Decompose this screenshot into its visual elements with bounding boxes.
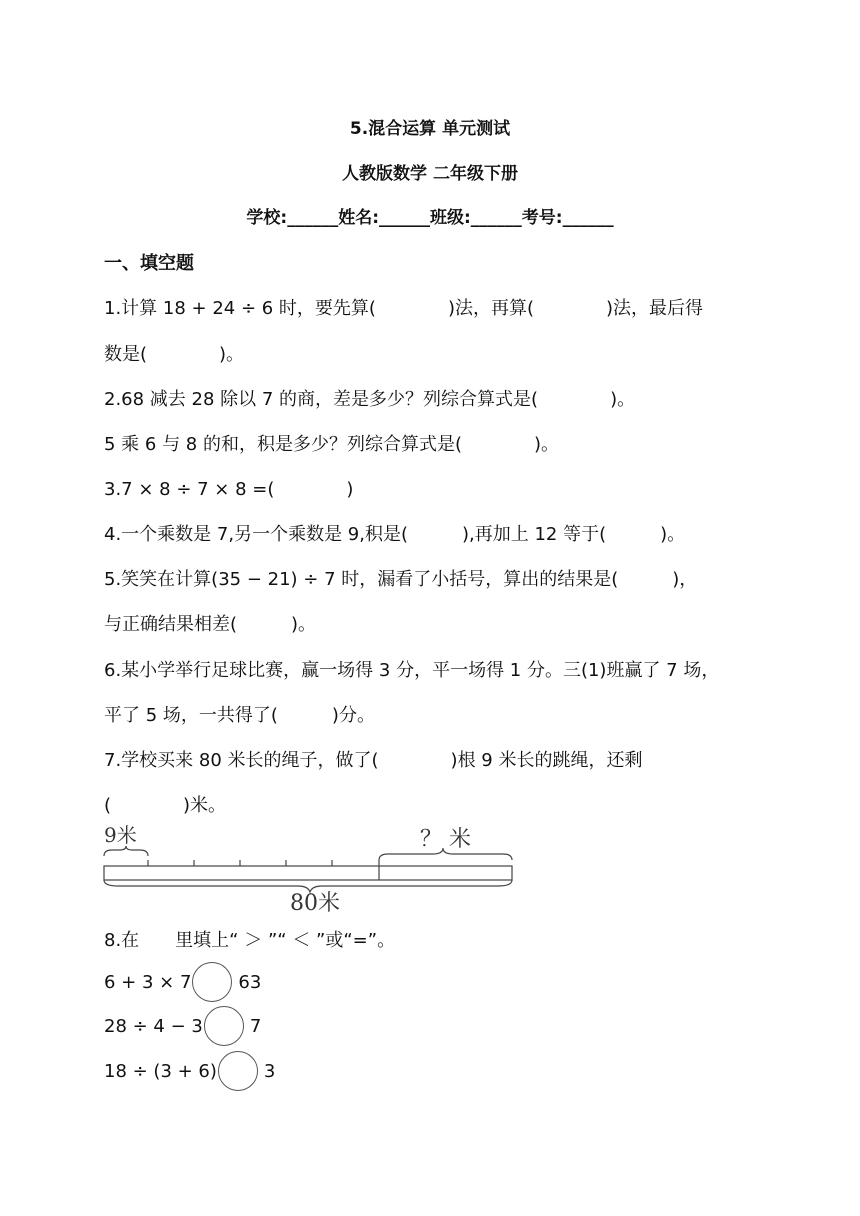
student-info-line: 学校:______姓名:______班级:______考号:______	[246, 208, 614, 228]
compare-row-2	[104, 1006, 261, 1046]
question-5-line-1: 5.笑笑在计算(35 − 21) ÷ 7 时，漏看了小括号，算出的结果是( )，	[104, 569, 698, 590]
compare-right-2: 7	[249, 1015, 262, 1037]
compare-circle-3[interactable]	[218, 1051, 258, 1091]
remainder-label: ？ 米	[420, 827, 471, 852]
rope-bar	[104, 866, 512, 880]
question-2-line-2: 5 乘 6 与 8 的和，积是多少？列综合算式是( )。	[104, 434, 560, 455]
compare-circle-2[interactable]	[204, 1006, 244, 1046]
compare-circle-1[interactable]	[192, 962, 232, 1002]
question-7-line-2: ( )米。	[104, 795, 227, 816]
compare-row-3	[104, 1051, 275, 1091]
compare-right-3: 3	[263, 1060, 276, 1082]
question-8-intro: 8.在 里填上“ ＞ ”“ ＜ ”或“=”。	[104, 930, 396, 951]
compare-left-1: 6 + 3 × 7	[104, 971, 192, 993]
segment-label: 9米	[104, 823, 137, 847]
compare-right-1: 63	[238, 971, 262, 993]
question-4: 4.一个乘数是 7,另一个乘数是 9,积是( ),再加上 12 等于( )。	[104, 524, 686, 545]
question-1-line-2: 数是( )。	[104, 344, 245, 365]
document-title: 5.混合运算 单元测试	[349, 119, 511, 139]
question-1-line-1: 1.计算 18 + 24 ÷ 6 时，要先算( )法，再算( )法，最后得	[104, 298, 704, 319]
rope-diagram	[98, 818, 518, 918]
compare-left-3: 18 ÷ (3 + 6)	[104, 1060, 217, 1082]
question-6-line-2: 平了 5 场，一共得了( )分。	[104, 705, 375, 726]
question-6-line-1: 6.某小学举行足球比赛，赢一场得 3 分，平一场得 1 分。三(1)班赢了 7 场，	[104, 660, 720, 681]
compare-row-1	[104, 962, 261, 1002]
question-7-line-1: 7.学校买来 80 米长的绳子，做了( )根 9 米长的跳绳，还剩	[104, 750, 643, 771]
total-label: 80米	[290, 891, 340, 916]
segment-brace	[104, 846, 148, 856]
compare-left-2: 28 ÷ 4 − 3	[104, 1015, 203, 1037]
document-subtitle: 人教版数学 二年级下册	[342, 164, 518, 184]
section-heading: 一、填空题	[104, 253, 194, 274]
question-3: 3.7 × 8 ÷ 7 × 8 =( )	[104, 479, 354, 500]
question-2-line-1: 2.68 减去 28 除以 7 的商，差是多少？列综合算式是( )。	[104, 389, 636, 410]
question-5-line-2: 与正确结果相差( )。	[104, 614, 317, 635]
